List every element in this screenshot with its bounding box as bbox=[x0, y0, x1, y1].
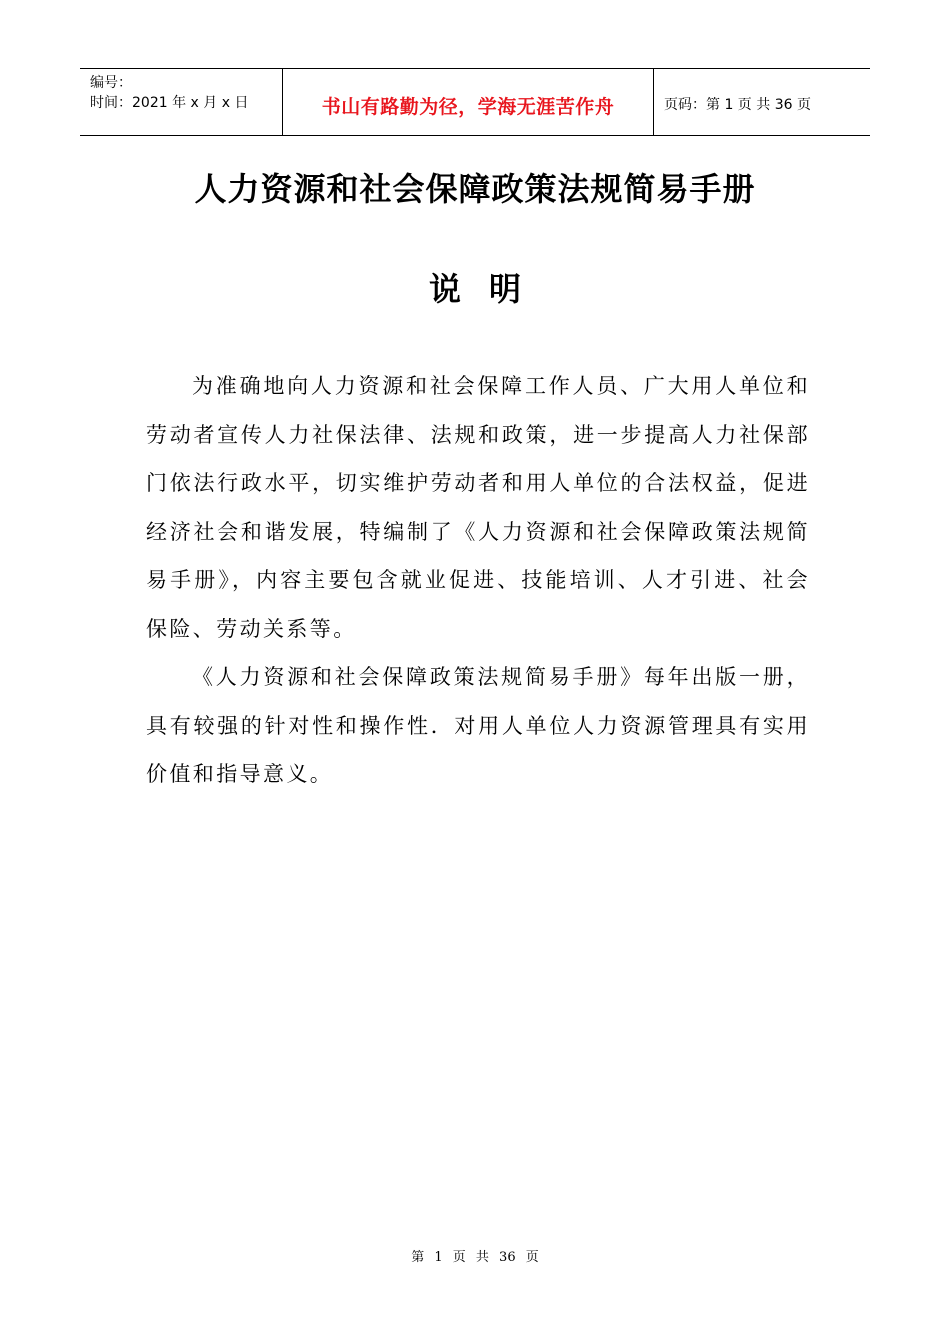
header-page-cell bbox=[654, 69, 870, 135]
body-paragraph: 《人力资源和社会保障政策法规简易手册》每年出版一册，具有较强的针对性和操作性．对用人单位人力资源管理具有实用价值和指导意义。 bbox=[146, 665, 810, 786]
document-title: 人力资源和社会保障政策法规简易手册 bbox=[194, 170, 756, 208]
section-title: 说明 bbox=[428, 270, 549, 308]
header-motto: 书山有路勤为径，学海无涯苦作舟 bbox=[321, 95, 615, 118]
document-number-label: 编号： bbox=[90, 75, 132, 91]
header-motto-cell bbox=[282, 69, 654, 135]
body-paragraph: 为准确地向人力资源和社会保障工作人员、广大用人单位和劳动者宣传人力社保法律、法规和政策，进一步提高人力社保部门依法行政水平，切实维护劳动者和用人单位的合法权益，促进经济社会和谐发展，特编制了《人力资源和社会保障政策法规简易手册》，内容主要包含就业促进、技能培训、人才引进、社会保险、劳动关系等。 bbox=[146, 374, 810, 641]
page-footer: 第 1 页 共 36 页 bbox=[411, 1250, 539, 1265]
header-meta-cell bbox=[80, 69, 282, 135]
page-header bbox=[80, 68, 870, 136]
header-page-info: 页码：第 1 页 共 36 页 bbox=[664, 97, 811, 113]
document-body bbox=[146, 362, 810, 799]
document-date: 时间：2021 年 x 月 x 日 bbox=[90, 95, 249, 111]
